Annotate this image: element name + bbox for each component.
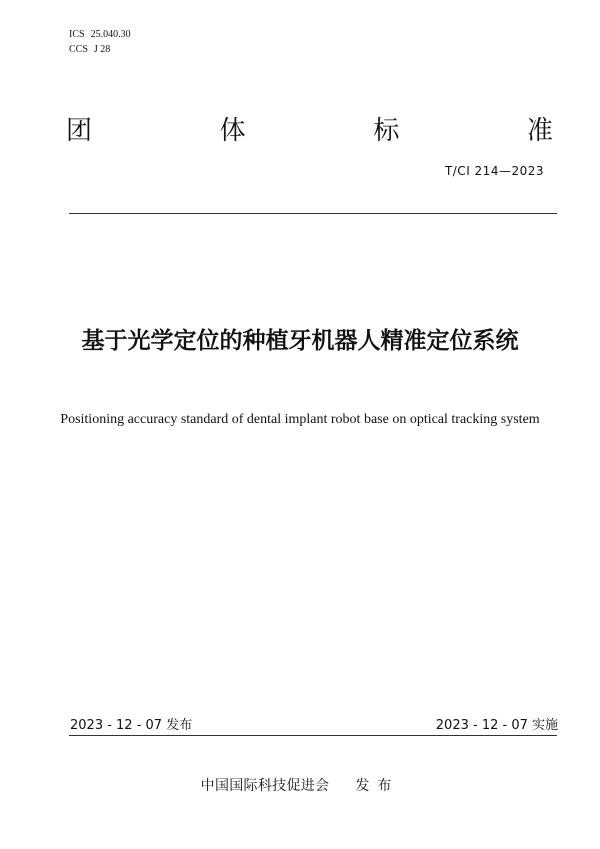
ccs-value: J 28	[93, 44, 111, 55]
top-divider	[69, 213, 557, 214]
heading-char: 标	[373, 116, 400, 146]
ccs-row	[69, 42, 131, 57]
ics-value: 25.040.30	[90, 29, 131, 40]
ics-row	[69, 27, 131, 42]
standard-type-heading	[66, 114, 553, 148]
title-english: Positioning accuracy standard of dental implant robot base on optical tracking system	[60, 412, 540, 427]
heading-char: 团	[66, 116, 93, 146]
bottom-divider	[69, 735, 557, 736]
implementation-date: 2023 - 12 - 07 实施	[435, 718, 558, 733]
heading-char: 体	[219, 116, 246, 146]
publisher-action: 发布	[355, 778, 400, 794]
publisher-name: 中国国际科技促进会	[200, 778, 330, 794]
publisher-line	[0, 775, 600, 795]
classification-codes	[69, 27, 131, 57]
issue-date: 2023 - 12 - 07 发布	[70, 718, 193, 733]
ics-label: ICS	[69, 29, 85, 40]
ccs-label: CCS	[69, 44, 88, 55]
heading-char: 准	[526, 116, 553, 146]
title-chinese: 基于光学定位的种植牙机器人精准定位系统	[81, 328, 519, 354]
standard-number: T/CI 214—2023	[444, 164, 544, 178]
